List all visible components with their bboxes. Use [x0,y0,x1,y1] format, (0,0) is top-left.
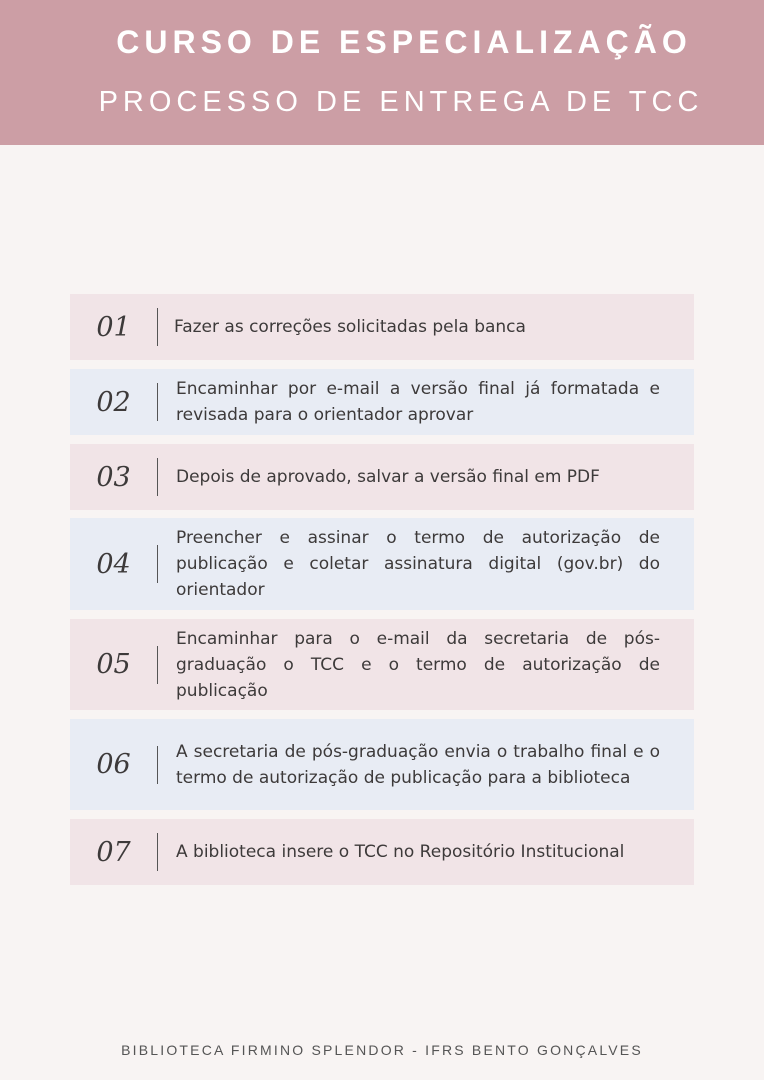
step-number: 03 [96,461,131,493]
step-text: A secretaria de pós-graduação envia o trabalho final e o termo de autorização de publicação para a biblioteca [176,741,660,788]
step-text: Fazer as correções solicitadas pela banca [174,317,526,337]
step-text: Depois de aprovado, salvar a versão final em PDF [176,467,600,487]
step-text: Encaminhar por e-mail a versão final já formatada e revisada para o orientador aprovar [176,379,660,425]
header-banner [0,0,764,145]
step-item [70,369,694,435]
step-number: 04 [96,548,131,580]
footer-credit: BIBLIOTECA FIRMINO SPLENDOR - IFRS BENTO GONÇALVES [121,1042,643,1058]
step-number: 02 [96,386,131,418]
step-item [70,444,694,510]
step-item [70,819,694,885]
step-number: 07 [96,836,131,868]
step-number: 01 [96,311,131,343]
step-text: Preencher e assinar o termo de autorização de publicação e coletar assinatura digital (gov.br) do orientador [176,528,660,600]
step-item [70,294,694,360]
page-subtitle: PROCESSO DE ENTREGA DE TCC [98,86,704,118]
step-item [70,719,694,810]
step-text: Encaminhar para o e-mail da secretaria de pós-graduação o TCC e o termo de autorização de publicação [176,628,660,701]
step-text: A biblioteca insere o TCC no Repositório Institucional [176,842,625,862]
step-item [70,619,694,710]
page-title: CURSO DE ESPECIALIZAÇÃO [116,24,692,60]
step-number: 06 [96,749,131,780]
step-number: 05 [96,649,131,680]
step-item [70,518,694,610]
